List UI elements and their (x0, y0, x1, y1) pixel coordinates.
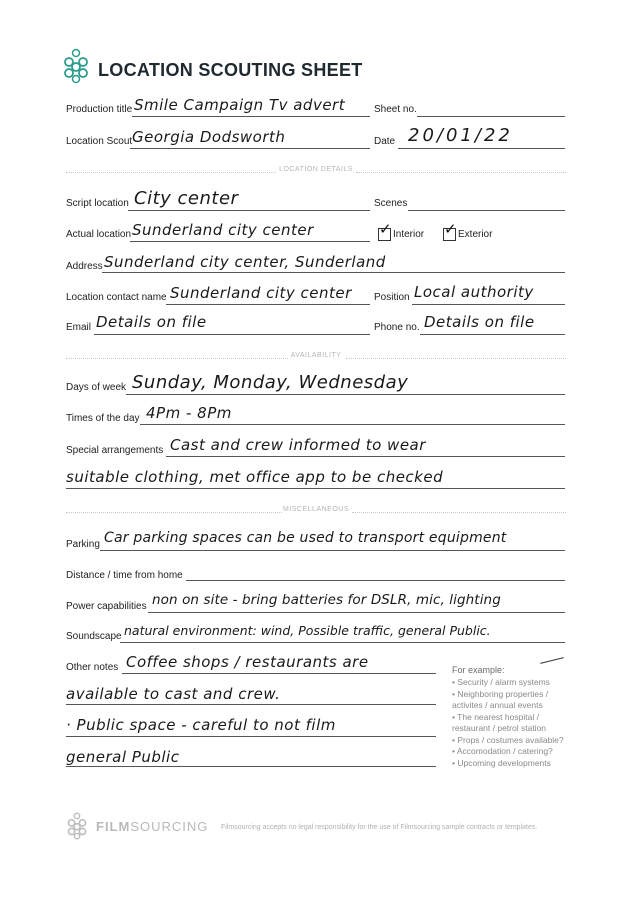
section-location-details (66, 166, 566, 178)
production-title-value[interactable]: Smile Campaign Tv advert (134, 96, 346, 114)
distance-line (186, 580, 565, 581)
filmsourcing-flower-icon (62, 48, 90, 84)
actual-location-value[interactable]: Sunderland city center (132, 221, 314, 239)
script-location-line (128, 210, 370, 211)
special-arrangements-line (166, 456, 565, 457)
address-value[interactable]: Sunderland city center, Sunderland (104, 253, 386, 271)
filmsourcing-flower-icon (66, 812, 88, 840)
other-notes-line-3 (66, 736, 436, 737)
production-title-line (132, 116, 370, 117)
location-scout-value[interactable]: Georgia Dodsworth (132, 128, 286, 146)
days-of-week-label: Days of week (66, 382, 127, 393)
location-scout-line (130, 148, 370, 149)
example-item: restaurant / petrol station (452, 723, 547, 733)
logo (62, 48, 90, 84)
date-value[interactable]: 20/01/22 (408, 125, 513, 146)
power-line (148, 612, 565, 613)
interior-label: Interior (393, 229, 425, 240)
email-value[interactable]: Details on file (96, 313, 207, 331)
production-title-label: Production title (66, 104, 133, 115)
actual-location-label: Actual location (66, 229, 132, 240)
other-notes-line-4 (66, 766, 436, 767)
section-title: AVAILABILITY (290, 352, 342, 359)
example-item: • The nearest hospital / (452, 711, 539, 722)
address-label: Address (66, 261, 103, 272)
sheet-no-line (417, 116, 565, 117)
days-of-week-value[interactable]: Sunday, Monday, Wednesday (132, 372, 409, 393)
email-line (94, 334, 370, 335)
pen-mark (540, 657, 564, 664)
example-item: • Accomodation / catering? (452, 746, 553, 756)
section-title: MISCELLANEOUS (282, 506, 350, 513)
example-item: • Neighboring properties / (452, 688, 549, 699)
phone-line (420, 334, 565, 335)
footer-brand-light: SOURCING (130, 819, 209, 834)
location-scout-label: Location Scout (66, 136, 133, 147)
position-line (412, 304, 565, 305)
power-label: Power capabilities (66, 601, 147, 612)
parking-value[interactable]: Car parking spaces can be used to transport equipment (104, 530, 507, 546)
soundscape-line (120, 642, 565, 643)
example-item: • Security / alarm systems (452, 677, 550, 687)
distance-label: Distance / time from home (66, 570, 183, 581)
section-title: LOCATION DETAILS (279, 166, 353, 173)
sheet-no-label: Sheet no. (374, 104, 417, 115)
other-notes-line4[interactable]: general Public (66, 748, 180, 766)
footer-brand (96, 819, 208, 834)
special-arrangements-line1[interactable]: Cast and crew informed to wear (170, 436, 426, 454)
other-notes-line (122, 673, 436, 674)
phone-value[interactable]: Details on file (424, 313, 535, 331)
scenes-line (408, 210, 565, 211)
location-contact-value[interactable]: Sunderland city center (170, 284, 352, 302)
scenes-label: Scenes (374, 198, 408, 209)
exterior-label: Exterior (458, 229, 493, 240)
example-item: • Upcoming developments (452, 757, 551, 768)
soundscape-label: Soundscape (66, 631, 122, 642)
special-arrangements-line-2 (66, 488, 565, 489)
example-item: activites / annual events (452, 700, 543, 710)
position-value[interactable]: Local authority (414, 283, 534, 301)
special-arrangements-label: Special arrangements (66, 445, 164, 456)
location-contact-line (166, 304, 370, 305)
script-location-value[interactable]: City center (134, 188, 239, 209)
section-miscellaneous (66, 506, 566, 518)
other-notes-label: Other notes (66, 662, 119, 673)
parking-label: Parking (66, 539, 100, 550)
times-of-day-label: Times of the day (66, 413, 140, 424)
location-contact-label: Location contact name (66, 292, 167, 303)
special-arrangements-line2[interactable]: suitable clothing, met office app to be checked (66, 468, 444, 486)
footer-brand-bold: FILM (96, 819, 131, 834)
other-notes-line2[interactable]: available to cast and crew. (66, 685, 281, 703)
address-line (102, 272, 565, 273)
exterior-check-mark: ✓ (444, 221, 457, 238)
examples-box (452, 665, 582, 769)
power-value[interactable]: non on site - bring batteries for DSLR, mic, lighting (152, 592, 501, 608)
footer-logo (66, 812, 88, 840)
examples-heading: For example: (452, 665, 505, 675)
actual-location-line (130, 241, 370, 242)
times-of-day-line (140, 424, 565, 425)
example-item: • Props / costumes available? (452, 734, 564, 745)
position-label: Position (374, 292, 410, 303)
other-notes-line-2 (66, 704, 436, 705)
footer-disclaimer: Filmsourcing accepts no legal responsibility for the use of Filmsourcing sample contracts or templates. (221, 824, 538, 831)
date-label: Date (374, 136, 396, 147)
script-location-label: Script location (66, 198, 129, 209)
other-notes-line3[interactable]: · Public space - careful to not film (66, 716, 336, 734)
email-label: Email (66, 322, 92, 333)
days-of-week-line (126, 394, 565, 395)
date-line (398, 148, 565, 149)
times-of-day-value[interactable]: 4Pm - 8Pm (146, 404, 232, 422)
soundscape-value[interactable]: natural environment: wind, Possible traffic, general Public. (124, 623, 491, 638)
phone-label: Phone no. (374, 322, 420, 333)
other-notes-line1[interactable]: Coffee shops / restaurants are (126, 653, 369, 671)
interior-check-mark: ✓ (379, 221, 392, 238)
page-title: LOCATION SCOUTING SHEET (98, 60, 363, 80)
section-availability (66, 352, 566, 364)
parking-line (100, 550, 565, 551)
